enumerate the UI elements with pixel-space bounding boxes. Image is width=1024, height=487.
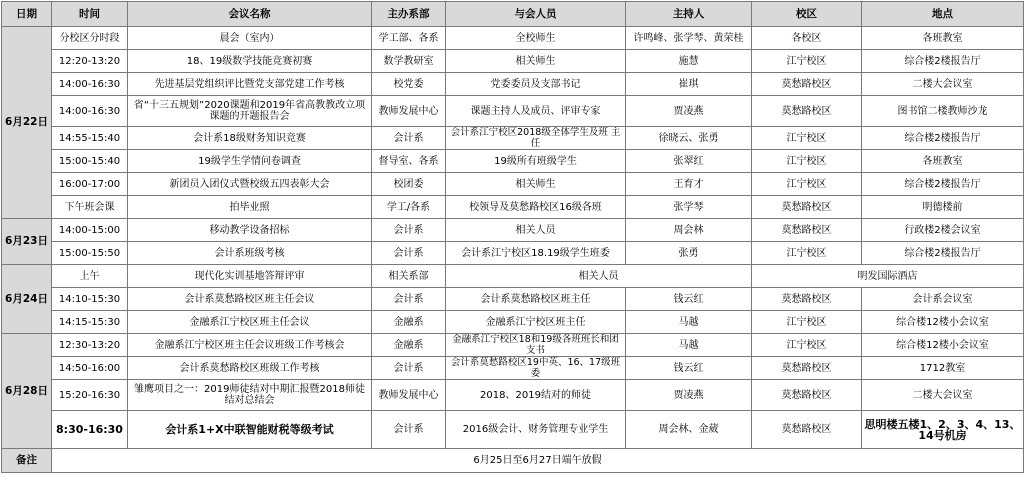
table-row — [2, 50, 1024, 73]
table-row — [2, 150, 1024, 173]
host-cell: 张翠红 — [626, 150, 752, 173]
table-row — [2, 27, 1024, 50]
department-cell: 会计系 — [372, 357, 446, 380]
campus-cell: 江宁校区 — [752, 173, 862, 196]
attendees-cell: 会计系莫愁路校区19中英、16、17级班委 — [446, 357, 626, 380]
department-cell: 学工/各系 — [372, 196, 446, 219]
location-cell: 明发国际酒店 — [752, 265, 1024, 288]
date-cell: 6月24日 — [2, 265, 52, 334]
time-cell: 14:55-15:40 — [52, 127, 128, 150]
header-meeting-name: 会议名称 — [128, 2, 372, 27]
table-row — [2, 219, 1024, 242]
host-cell: 王育才 — [626, 173, 752, 196]
host-cell: 周会林 — [626, 219, 752, 242]
meeting-name-cell: 雏鹰项目之一：2019师徒结对中期汇报暨2018师徒结对总结会 — [128, 380, 372, 411]
location-cell: 1712教室 — [862, 357, 1024, 380]
meeting-name-cell: 会计系莫愁路校区班主任会议 — [128, 288, 372, 311]
attendees-cell: 金融系江宁校区班主任 — [446, 311, 626, 334]
time-cell: 14:00-15:00 — [52, 219, 128, 242]
header-location: 地点 — [862, 2, 1024, 27]
header-campus: 校区 — [752, 2, 862, 27]
department-cell: 教师发展中心 — [372, 96, 446, 127]
host-cell: 张学琴 — [626, 196, 752, 219]
campus-cell: 莫愁路校区 — [752, 411, 862, 449]
host-cell: 周会林、金葳 — [626, 411, 752, 449]
location-cell: 综合楼12楼小会议室 — [862, 311, 1024, 334]
meeting-name-cell: 会计系莫愁路校区班级工作考核 — [128, 357, 372, 380]
meeting-name-cell: 新团员入团仪式暨校级五四表彰大会 — [128, 173, 372, 196]
department-cell: 校团委 — [372, 173, 446, 196]
location-cell: 行政楼2楼会议室 — [862, 219, 1024, 242]
host-cell: 崔琪 — [626, 73, 752, 96]
location-cell: 各班教室 — [862, 150, 1024, 173]
host-cell: 贾凌燕 — [626, 380, 752, 411]
remark-text: 6月25日至6月27日端午放假 — [52, 449, 1024, 473]
time-cell: 上午 — [52, 265, 128, 288]
attendees-cell: 党委委员及支部书记 — [446, 73, 626, 96]
time-cell: 12:30-13:20 — [52, 334, 128, 357]
table-row — [2, 380, 1024, 411]
location-cell: 综合楼2楼报告厅 — [862, 173, 1024, 196]
department-cell: 督导室、各系 — [372, 150, 446, 173]
date-cell: 6月22日 — [2, 27, 52, 219]
meeting-name-cell: 金融系江宁校区班主任会议 — [128, 311, 372, 334]
attendees-cell: 会计系莫愁路校区班主任 — [446, 288, 626, 311]
time-cell: 下午班会课 — [52, 196, 128, 219]
department-cell: 金融系 — [372, 334, 446, 357]
meeting-name-cell: 18、19级数学技能竞赛初赛 — [128, 50, 372, 73]
location-cell: 思明楼五楼1、2、3、4、13、14号机房 — [862, 411, 1024, 449]
time-cell: 14:00-16:30 — [52, 73, 128, 96]
location-cell: 综合楼2楼报告厅 — [862, 242, 1024, 265]
department-cell: 学工部、各系 — [372, 27, 446, 50]
header-row — [2, 2, 1024, 27]
campus-cell: 江宁校区 — [752, 150, 862, 173]
department-cell: 会计系 — [372, 219, 446, 242]
location-cell: 图书馆二楼教师沙龙 — [862, 96, 1024, 127]
meeting-name-cell: 拍毕业照 — [128, 196, 372, 219]
time-cell: 15:20-16:30 — [52, 380, 128, 411]
attendees-cell: 全校师生 — [446, 27, 626, 50]
meeting-name-cell: 19级学生学情问卷调查 — [128, 150, 372, 173]
department-cell: 金融系 — [372, 311, 446, 334]
time-cell: 8:30-16:30 — [52, 411, 128, 449]
time-cell: 15:00-15:40 — [52, 150, 128, 173]
attendees-cell: 校领导及莫愁路校区16级各班 — [446, 196, 626, 219]
table-row — [2, 288, 1024, 311]
attendees-cell: 相关人员 — [446, 265, 752, 288]
location-cell: 明德楼前 — [862, 196, 1024, 219]
host-cell: 张勇 — [626, 242, 752, 265]
attendees-cell: 会计系江宁校区18.19级学生班委 — [446, 242, 626, 265]
campus-cell: 莫愁路校区 — [752, 73, 862, 96]
host-cell: 许鸣峰、张学琴、黄荣桂 — [626, 27, 752, 50]
header-time: 时间 — [52, 2, 128, 27]
attendees-cell: 2018、2019结对的师徒 — [446, 380, 626, 411]
location-cell: 综合楼2楼报告厅 — [862, 50, 1024, 73]
table-row — [2, 196, 1024, 219]
department-cell: 相关系部 — [372, 265, 446, 288]
department-cell: 会计系 — [372, 288, 446, 311]
attendees-cell: 19级所有班级学生 — [446, 150, 626, 173]
attendees-cell: 金融系江宁校区18和19级各班班长和团支书 — [446, 334, 626, 357]
attendees-cell: 相关人员 — [446, 219, 626, 242]
location-cell: 二楼大会议室 — [862, 73, 1024, 96]
campus-cell: 江宁校区 — [752, 242, 862, 265]
attendees-cell: 会计系江宁校区2018级全体学生及班 主任 — [446, 127, 626, 150]
table-row — [2, 96, 1024, 127]
campus-cell: 江宁校区 — [752, 334, 862, 357]
attendees-cell: 相关师生 — [446, 50, 626, 73]
meeting-name-cell: 会计系班级考核 — [128, 242, 372, 265]
table-row — [2, 411, 1024, 449]
table-row — [2, 73, 1024, 96]
campus-cell: 莫愁路校区 — [752, 380, 862, 411]
department-cell: 教师发展中心 — [372, 380, 446, 411]
campus-cell: 各校区 — [752, 27, 862, 50]
meeting-name-cell: 省“十三五规划”2020课题和2019年省高教教改立项课题的开题报告会 — [128, 96, 372, 127]
time-cell: 14:50-16:00 — [52, 357, 128, 380]
host-cell: 徐晓云、张勇 — [626, 127, 752, 150]
campus-cell: 莫愁路校区 — [752, 219, 862, 242]
campus-cell: 莫愁路校区 — [752, 288, 862, 311]
location-cell: 综合楼2楼报告厅 — [862, 127, 1024, 150]
table-row — [2, 265, 1024, 288]
location-cell: 会计系会议室 — [862, 288, 1024, 311]
meeting-name-cell: 移动教学设备招标 — [128, 219, 372, 242]
campus-cell: 江宁校区 — [752, 50, 862, 73]
meeting-name-cell: 晨会（室内） — [128, 27, 372, 50]
location-cell: 各班教室 — [862, 27, 1024, 50]
meeting-schedule-table — [1, 1, 1024, 473]
attendees-cell: 课题主持人及成员、评审专家 — [446, 96, 626, 127]
attendees-cell: 相关师生 — [446, 173, 626, 196]
time-cell: 16:00-17:00 — [52, 173, 128, 196]
remark-row — [2, 449, 1024, 473]
header-department: 主办系部 — [372, 2, 446, 27]
meeting-name-cell: 先进基层党组织评比暨党支部党建工作考核 — [128, 73, 372, 96]
campus-cell: 江宁校区 — [752, 127, 862, 150]
department-cell: 会计系 — [372, 242, 446, 265]
location-cell: 综合楼12楼小会议室 — [862, 334, 1024, 357]
table-row — [2, 173, 1024, 196]
campus-cell: 江宁校区 — [752, 311, 862, 334]
header-host: 主持人 — [626, 2, 752, 27]
date-cell: 6月23日 — [2, 219, 52, 265]
header-date: 日期 — [2, 2, 52, 27]
time-cell: 14:15-15:30 — [52, 311, 128, 334]
host-cell: 马越 — [626, 334, 752, 357]
department-cell: 数学教研室 — [372, 50, 446, 73]
date-cell: 6月28日 — [2, 334, 52, 449]
department-cell: 会计系 — [372, 411, 446, 449]
campus-cell: 莫愁路校区 — [752, 357, 862, 380]
department-cell: 校党委 — [372, 73, 446, 96]
host-cell: 钱云红 — [626, 288, 752, 311]
time-cell: 15:00-15:50 — [52, 242, 128, 265]
meeting-name-cell: 金融系江宁校区班主任会议班级工作考核会 — [128, 334, 372, 357]
meeting-name-cell: 会计系18级财务知识竞赛 — [128, 127, 372, 150]
host-cell: 施慧 — [626, 50, 752, 73]
table-row — [2, 242, 1024, 265]
table-row — [2, 334, 1024, 357]
time-cell: 12:20-13:20 — [52, 50, 128, 73]
time-cell: 14:00-16:30 — [52, 96, 128, 127]
time-cell: 14:10-15:30 — [52, 288, 128, 311]
meeting-name-cell: 现代化实训基地答辩评审 — [128, 265, 372, 288]
location-cell: 二楼大会议室 — [862, 380, 1024, 411]
time-cell: 分校区分时段 — [52, 27, 128, 50]
table-row — [2, 127, 1024, 150]
table-row — [2, 311, 1024, 334]
department-cell: 会计系 — [372, 127, 446, 150]
campus-cell: 莫愁路校区 — [752, 96, 862, 127]
host-cell: 钱云红 — [626, 357, 752, 380]
attendees-cell: 2016级会计、财务管理专业学生 — [446, 411, 626, 449]
remark-label: 备注 — [2, 449, 52, 473]
campus-cell: 莫愁路校区 — [752, 196, 862, 219]
table-row — [2, 357, 1024, 380]
meeting-name-cell: 会计系1+X中联智能财税等级考试 — [128, 411, 372, 449]
host-cell: 马越 — [626, 311, 752, 334]
header-attendees: 与会人员 — [446, 2, 626, 27]
host-cell: 贾凌燕 — [626, 96, 752, 127]
